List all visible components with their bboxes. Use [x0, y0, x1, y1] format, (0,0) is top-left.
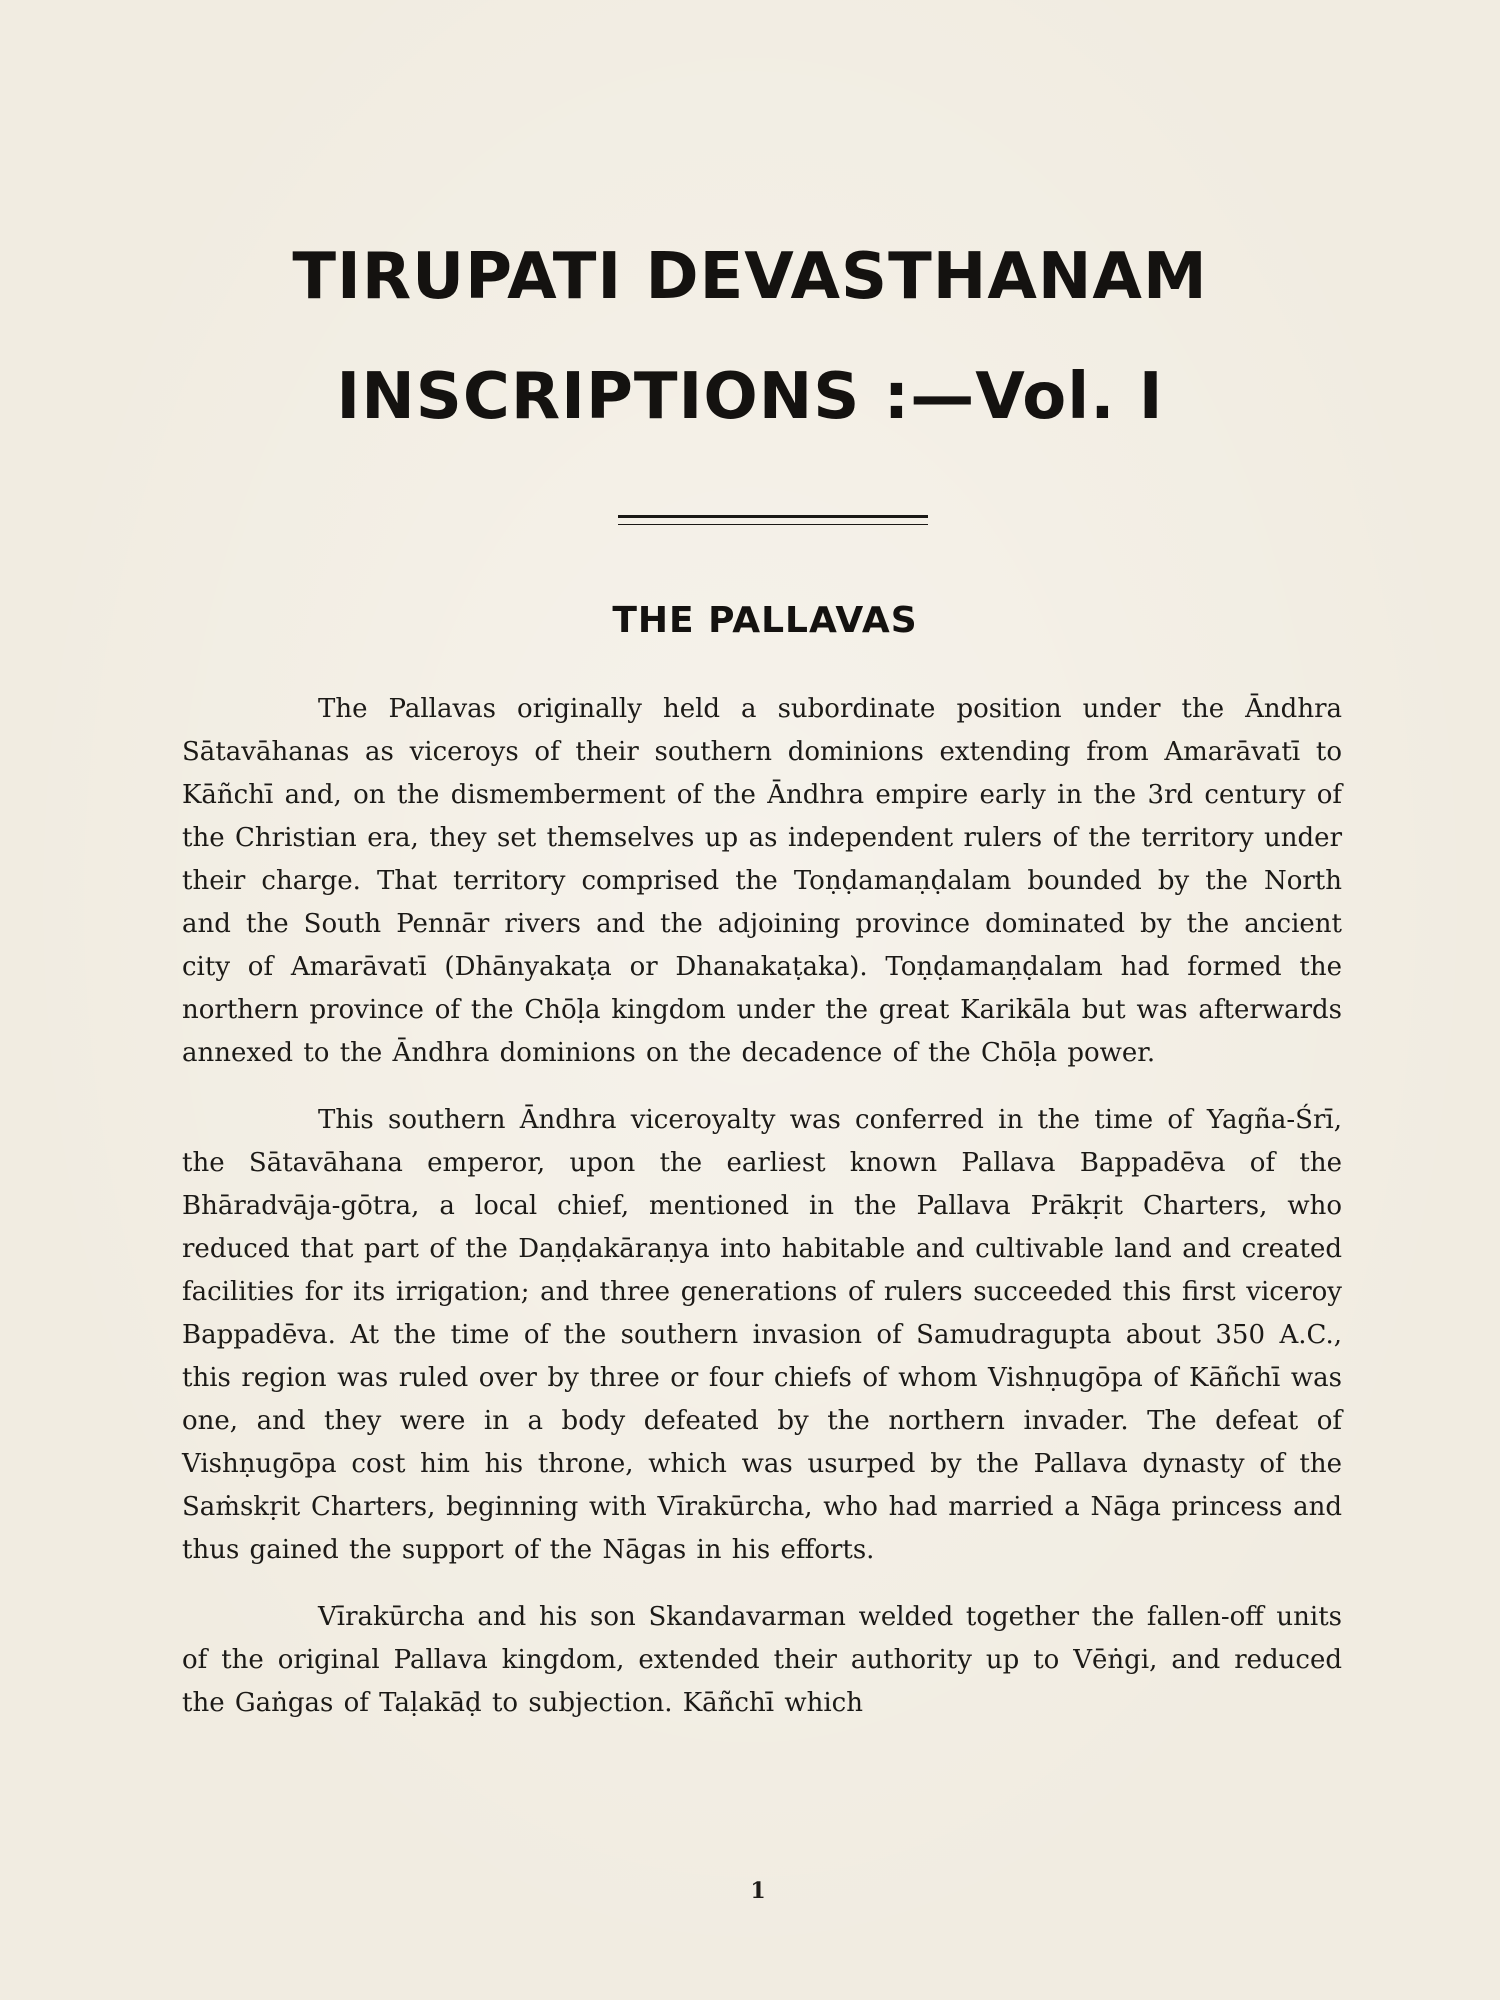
section-heading: THE PALLAVAS	[612, 600, 918, 641]
document-title-line-2: INSCRIPTIONS :—Vol. I	[336, 360, 1164, 434]
title-divider-thick	[618, 515, 928, 518]
paragraph-2: This southern Āndhra viceroyalty was conferred in the time of Yagña-Śrī, the Sātavāhana emperor, upon the earliest known Pallava Bappadēva of the Bhāradvāja-gōtra, a local chief, mentioned in the Pallava Prākṛit Charters, who reduced that part of the Daṇḍakāraṇya into habitable and cultivable land and created facilities for its irrigation; and three generations of rulers succeeded this first viceroy Bappadēva. At the time of the southern invasion of Samudragupta about 350 A.C., this region was ruled over by three or four chiefs of whom Vishṇugōpa of Kāñchī was one, and they were in a body defeated by the northern invader. The defeat of Vishṇugōpa cost him his throne, which was usurped by the Pallava dynasty of the Saṁskṛit Charters, beginning with Vīrakūrcha, who had married a Nāga princess and thus gained the support of the Nāgas in his efforts.	[182, 1105, 1342, 1565]
paragraph-1: The Pallavas originally held a subordinate position under the Āndhra Sātavāhanas as viceroys of their southern dominions extending from Amarāvatī to Kāñchī and, on the dismemberment of the Āndhra empire early in the 3rd century of the Christian era, they set themselves up as independent rulers of the territory under their charge. That territory comprised the Toṇḍamaṇḍalam bounded by the North and the South Pennār rivers and the adjoining province dominated by the ancient city of Amarāvatī (Dhānyakaṭa or Dhanakaṭaka). Toṇḍamaṇḍalam had formed the northern province of the Chōḷa kingdom under the great Karikāla but was afterwards annexed to the Āndhra dominions on the decadence of the Chōḷa power.	[182, 694, 1342, 1068]
document-title-line-1: TIRUPATI DEVASTHANAM	[292, 240, 1208, 314]
body-text	[182, 688, 1342, 1749]
paragraph-3: Vīrakūrcha and his son Skandavarman welded together the fallen-off units of the original Pallava kingdom, extended their authority up to Vēṅgi, and reduced the Gaṅgas of Taḷakāḍ to subjection. Kāñchī which	[182, 1602, 1342, 1718]
title-divider-thin	[618, 524, 928, 525]
page-number: 1	[750, 1878, 766, 1904]
